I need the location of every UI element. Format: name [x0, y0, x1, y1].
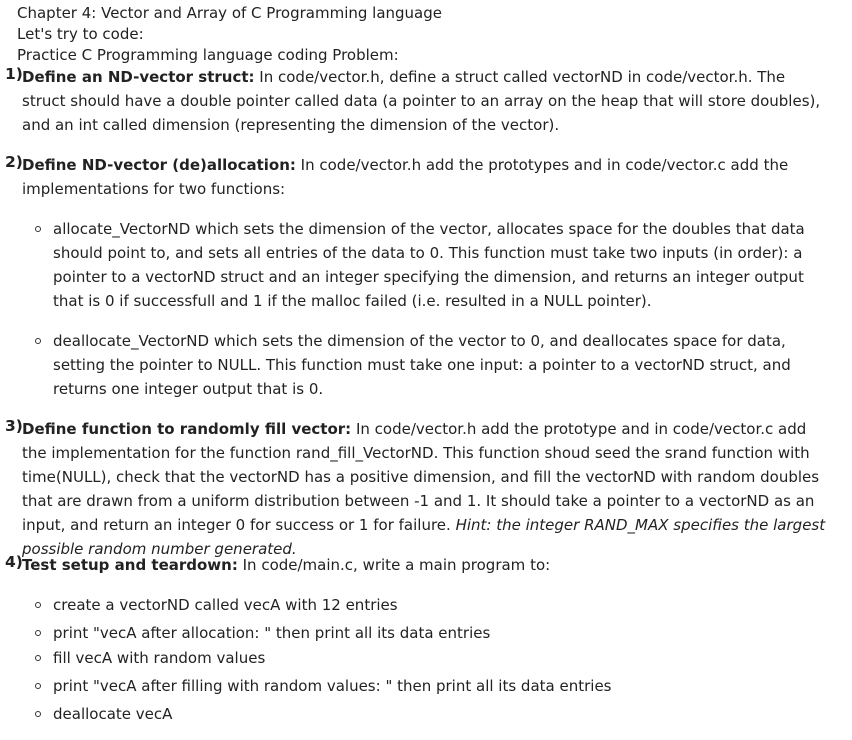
- problem-2-heading: Define ND-vector (de)allocation:: [22, 156, 296, 174]
- problem-3-text: In code/vector.h add the prototype and in code/vector.c add the implementation for the function rand_fill_VectorND. This function shoud seed the srand function with time(NULL), check that the vectorND has a positive dimension, and fill the vectorND with random doubles that are drawn from a uniform distribution between -1 and 1. It should take a pointer to a vectorND as an input, and return an integer 0 for success or 1 for failure.: [22, 420, 820, 534]
- bullet-circle-icon: [35, 711, 41, 717]
- list-item: [53, 329, 828, 401]
- bullet-circle-icon: [35, 338, 41, 344]
- problem-4-number: 4): [5, 553, 23, 571]
- list-item: [53, 621, 828, 645]
- list-item: [53, 674, 828, 698]
- problem-4-heading: Test setup and teardown:: [22, 556, 238, 574]
- problem-1-heading: Define an ND-vector struct:: [22, 68, 255, 86]
- problem-4-text: In code/main.c, write a main program to:: [237, 556, 551, 574]
- list-item: [53, 217, 828, 313]
- problem-4: [5, 553, 832, 577]
- problem-4-item-4: print "vecA after filling with random values: " then print all its data entries: [53, 677, 612, 695]
- problem-3-number: 3): [5, 417, 23, 435]
- problem-4-item-1: create a vectorND called vecA with 12 entries: [53, 596, 398, 614]
- list-item: [53, 593, 828, 617]
- problem-2: [5, 153, 832, 201]
- problem-2-item-2: deallocate_VectorND which sets the dimension of the vector to 0, and deallocates space for data, setting the pointer to NULL. This function must take one input: a pointer to a vectorND struct, and returns one integer output that is 0.: [53, 332, 791, 398]
- bullet-circle-icon: [35, 602, 41, 608]
- bullet-circle-icon: [35, 683, 41, 689]
- problem-2-text: In code/vector.h add the prototypes and in code/vector.c add the implementations for two functions:: [22, 156, 789, 198]
- lets-try-line: Let's try to code:: [17, 25, 144, 43]
- practice-line: Practice C Programming language coding Problem:: [17, 46, 399, 64]
- list-item: [53, 702, 828, 726]
- chapter-title: Chapter 4: Vector and Array of C Programming language: [17, 4, 442, 22]
- problem-4-item-5: deallocate vecA: [53, 705, 173, 723]
- problem-1: [5, 65, 832, 137]
- problem-4-item-3: fill vecA with random values: [53, 649, 266, 667]
- bullet-circle-icon: [35, 655, 41, 661]
- problem-2-number: 2): [5, 153, 23, 171]
- problem-3-heading: Define function to randomly fill vector:: [22, 420, 352, 438]
- problem-3: [5, 417, 832, 561]
- problem-3-hint: Hint: the integer RAND_MAX specifies the largest possible random number generated.: [22, 516, 826, 558]
- problem-4-item-2: print "vecA after allocation: " then print all its data entries: [53, 624, 491, 642]
- problem-1-text: In code/vector.h, define a struct called vectorND in code/vector.h. The struct should have a double pointer called data (a pointer to an array on the heap that will store doubles), and an int called dimension (representing the dimension of the vector).: [22, 68, 821, 134]
- bullet-circle-icon: [35, 630, 41, 636]
- problem-2-item-1: allocate_VectorND which sets the dimension of the vector, allocates space for the doubles that data should point to, and sets all entries of the data to 0. This function must take two inputs (in order): a pointer to a vectorND struct and an integer specifying the dimension, and returns an integer output that is 0 if successfull and 1 if the malloc failed (i.e. resulted in a NULL pointer).: [53, 220, 805, 310]
- list-item: [53, 646, 828, 670]
- bullet-circle-icon: [35, 226, 41, 232]
- problem-1-number: 1): [5, 65, 23, 83]
